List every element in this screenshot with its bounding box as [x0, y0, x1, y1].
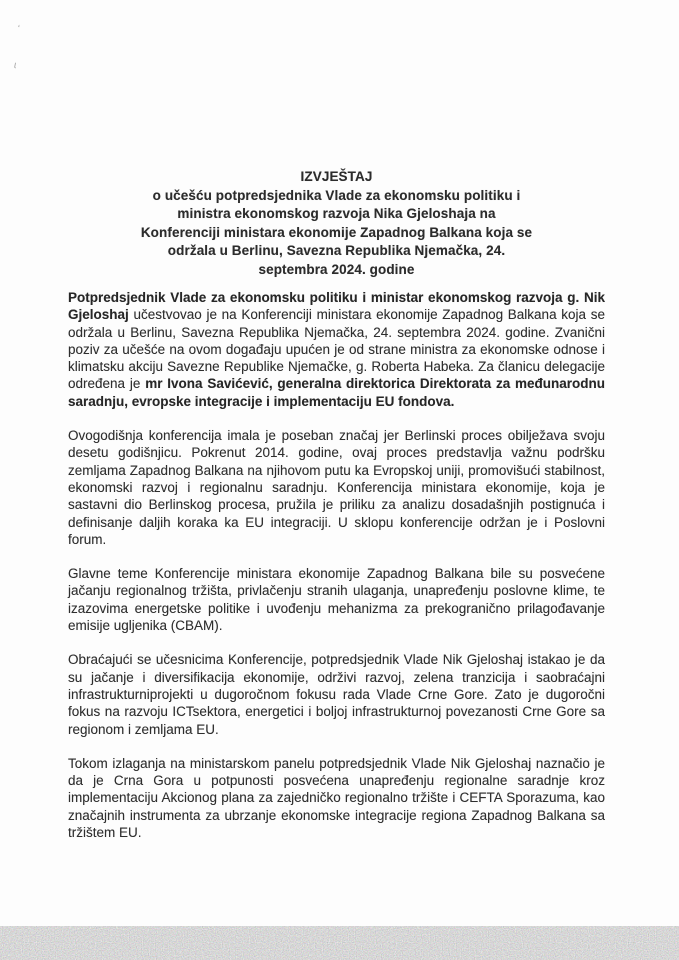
text-segment: Obraćajući se učesnicima Konferencije, potpredsjednik Vlade Nik Gjeloshaj istakao je da su jačanje i diversifikacija ekonomije, održivi razvoj, zelena tranzicija i saobraćajni infrastrukturniprojekti u dugoročnom fokusu rada Vlade Crne Gore. Zato je dugoročni fokus na razvoju ICTsektora, energetici i boljoj infrastrukturnoj povezanosti Crne Gore sa regionom i zemljama EU. — [68, 652, 605, 737]
scan-noise-band — [0, 926, 679, 960]
scan-artifact-mark: ɩ — [12, 59, 18, 72]
title-line: ministra ekonomskog razvoja Nika Gjeloshaja na — [177, 206, 496, 221]
bold-text-segment: Potpredsjednik Vlade za ekonomsku politiku i ministar ekonomskog razvoja g. Nik Gjeloshaj — [68, 290, 605, 323]
document-title — [68, 168, 605, 279]
title-line: održala u Berlinu, Savezna Republika Njemačka, 24. — [167, 243, 506, 258]
noise-texture — [0, 926, 679, 960]
title-line: septembra 2024. godine — [258, 261, 415, 277]
text-segment: Glavne teme Konferencije ministara ekonomije Zapadnog Balkana bile su posvećene jačanju regionalnog tržišta, privlačenju stranih ulaganja, unapređenju poslovne klime, te izazovima energetske politike i uvođenju mehanizma za prekogranično prilagođavanje emisije ugljenika (CBAM). — [68, 566, 605, 634]
text-segment: učestvovao je na Konferenciji ministara ekonomije Zapadnog Balkana koja se održala u Berlinu, Savezna Republika Njemačka, 24. septembra 2024. godine. Zvanični poziv za učešće na ovom događaju upućen je od strane ministra za ekonomske odnose i klimatsku akciju Savezne Republike Njemačke, g. Roberta Habeka. Za članicu delegacije određena je — [68, 307, 605, 392]
title-line: Konferenciji ministara ekonomije Zapadnog Balkana koja se — [140, 224, 533, 240]
title-line: o učešću potpredsjednika Vlade za ekonomsku politiku i — [152, 187, 521, 203]
text-segment: Tokom izlaganja na ministarskom panelu potpredsjednik Vlade Nik Gjeloshaj naznačio je da je Crna Gora u potpunosti posvećena unapređenju regionalne saradnje kroz implementaciju Akcionog plana za zajedničko regionalno tržište i CEFTA Sporazuma, kao značajnih instrumenta za ubrzanje ekonomske integracije regiona Zapadnog Balkana sa tržištem EU. — [68, 755, 605, 841]
text-segment: Ovogodišnja konferencija imala je poseban značaj jer Berlinski proces obilježava svoju desetu godišnjicu. Pokrenut 2014. godine, ovaj proces predstavlja važnu podršku zemljama Zapadnog Balkana na njihovom putu ka Evropskoj uniji, promovišući stabilnost, ekonomski razvoj i regionalnu saradnju. Konferencija ministara ekonomije, koja je sastavni dio Berlinskog procesa, pružila je priliku za analizu dosadašnjih postignuća i definisanje daljih koraka ka EU integraciji. U sklopu konferencije održan je i Poslovni forum. — [68, 428, 605, 547]
paragraph — [68, 427, 605, 548]
paragraph — [68, 565, 605, 634]
scan-artifact-mark: ʻ — [15, 23, 21, 36]
paragraph — [68, 651, 605, 737]
paragraph — [68, 755, 605, 841]
document-body — [68, 289, 605, 841]
bold-text-segment: mr Ivona Savićević, generalna direktorica Direktorata za međunarodnu saradnju, evropske integracije i implementaciju EU fondova. — [68, 376, 606, 409]
title-line: IZVJEŠTAJ — [300, 169, 373, 184]
paragraph — [68, 289, 605, 410]
